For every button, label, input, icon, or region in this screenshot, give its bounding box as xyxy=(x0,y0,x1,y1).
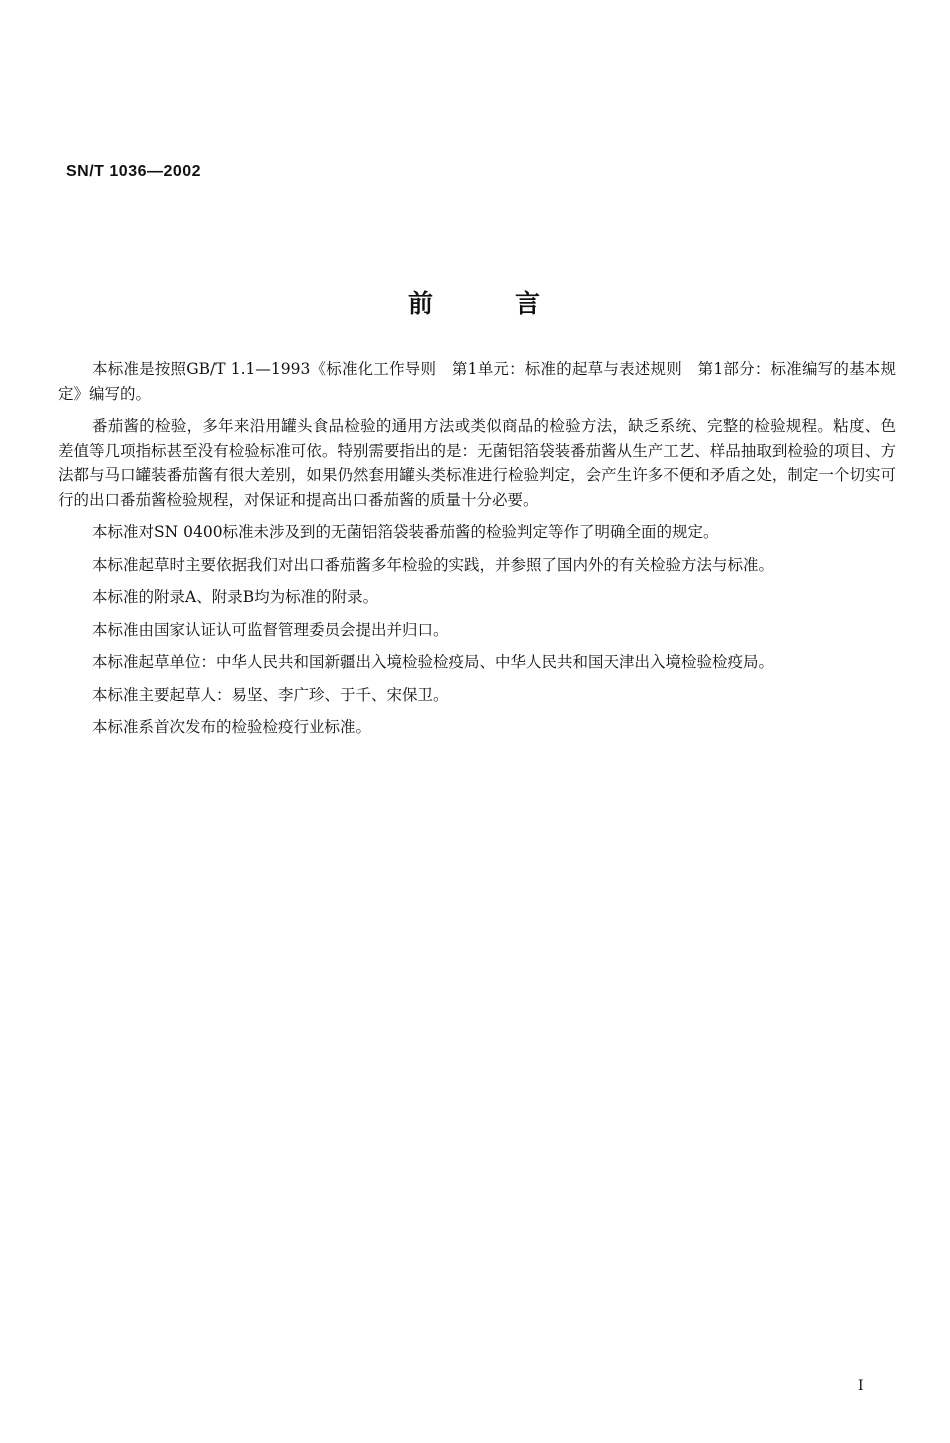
foreword-body xyxy=(58,357,896,748)
page-title xyxy=(0,284,950,320)
paragraph-1: 本标准是按照GB/T 1.1—1993《标准化工作导则 第1单元：标准的起草与表述规则 第1部分：标准编写的基本规定》编写的。 xyxy=(58,360,896,403)
paragraph-5: 本标准的附录A、附录B均为标准的附录。 xyxy=(92,588,379,606)
paragraph-7: 本标准起草单位：中华人民共和国新疆出入境检验检疫局、中华人民共和国天津出入境检验检疫局。 xyxy=(92,653,775,671)
paragraph-6: 本标准由国家认证认可监督管理委员会提出并归口。 xyxy=(92,620,449,639)
paragraph-9: 本标准系首次发布的检验检疫行业标准。 xyxy=(92,718,372,736)
paragraph-3: 本标准对SN 0400标准未涉及到的无菌铝箔袋装番茄酱的检验判定等作了明确全面的规定。 xyxy=(92,523,719,541)
title-char-2: 言 xyxy=(515,289,543,318)
title-char-1: 前 xyxy=(407,289,435,318)
paragraph-4: 本标准起草时主要依据我们对出口番茄酱多年检验的实践，并参照了国内外的有关检验方法与标准。 xyxy=(92,555,775,574)
document-code: SN/T 1036—2002 xyxy=(66,163,202,180)
page-number: I xyxy=(858,1378,864,1394)
paragraph-8: 本标准主要起草人：易坚、李广珍、于千、宋保卫。 xyxy=(92,685,449,704)
paragraph-2: 番茄酱的检验，多年来沿用罐头食品检验的通用方法或类似商品的检验方法，缺乏系统、完整的检验规程。粘度、色差值等几项指标甚至没有检验标准可依。特别需要指出的是：无菌铝箔袋装番茄酱从生产工艺、样品抽取到检验的项目、方法都与马口罐装番茄酱有很大差别，如果仍然套用罐头类标准进行检验判定，会产生许多不便和矛盾之处，制定一个切实可行的出口番茄酱检验规程，对保证和提高出口番茄酱的质量十分必要。 xyxy=(58,417,896,509)
